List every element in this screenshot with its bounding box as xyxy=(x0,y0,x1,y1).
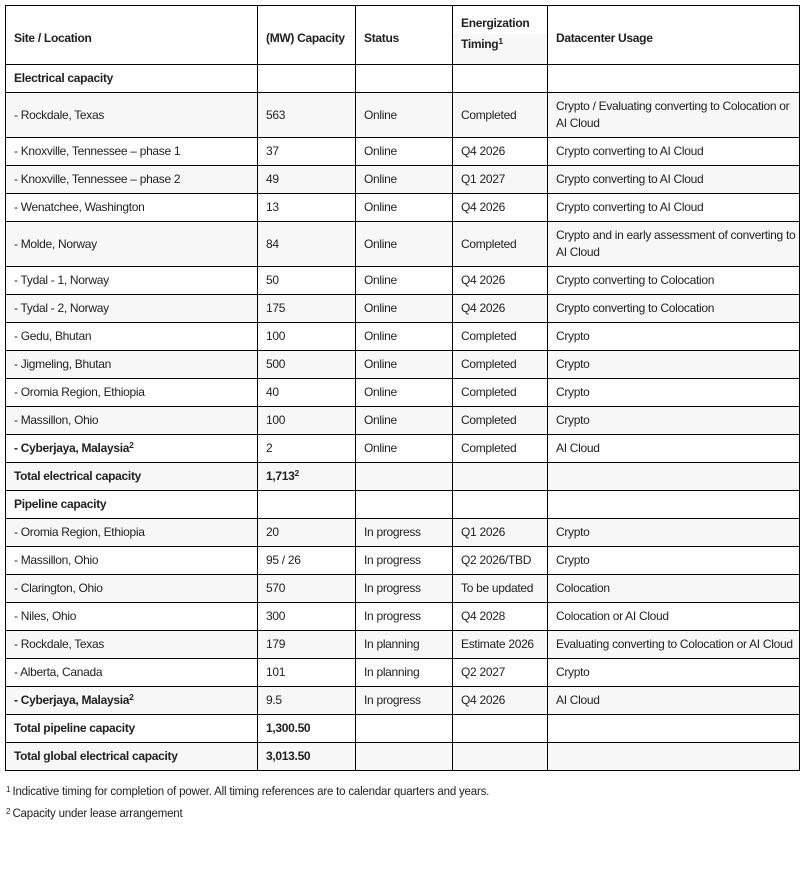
site-cell: - Jigmeling, Bhutan xyxy=(6,351,258,379)
status-cell xyxy=(356,491,453,519)
site-cell: - Cyberjaya, Malaysia$^2$ xyxy=(6,687,258,715)
capacity-cell: 84 xyxy=(258,222,356,267)
status-cell: Online xyxy=(356,166,453,194)
footnote-2 xyxy=(6,803,799,825)
site-cell: - Rockdale, Texas xyxy=(6,93,258,138)
site-cell: - Tydal - 2, Norway xyxy=(6,295,258,323)
status-cell: Online xyxy=(356,222,453,267)
capacity-cell: 13 xyxy=(258,194,356,222)
site-row xyxy=(6,603,800,631)
usage-cell: Crypto xyxy=(548,351,800,379)
status-cell xyxy=(356,715,453,743)
total-row xyxy=(6,743,800,771)
timing-cell: Completed xyxy=(453,351,548,379)
capacity-table xyxy=(5,5,800,771)
usage-cell xyxy=(548,491,800,519)
site-row xyxy=(6,519,800,547)
usage-cell: Crypto converting to AI Cloud xyxy=(548,138,800,166)
status-cell: Online xyxy=(356,93,453,138)
site-row xyxy=(6,659,800,687)
usage-cell: Crypto xyxy=(548,547,800,575)
timing-cell: Completed xyxy=(453,323,548,351)
capacity-cell: 95 / 26 xyxy=(258,547,356,575)
site-row xyxy=(6,407,800,435)
timing-cell: Q2 2026/TBD xyxy=(453,547,548,575)
status-cell: In planning xyxy=(356,659,453,687)
site-cell: Total global electrical capacity xyxy=(6,743,258,771)
timing-cell: Completed xyxy=(453,93,548,138)
status-cell: In progress xyxy=(356,687,453,715)
footnote-marker: 2 xyxy=(294,468,300,478)
usage-cell: Crypto xyxy=(548,659,800,687)
usage-cell: Crypto xyxy=(548,323,800,351)
footnote-marker: 2 xyxy=(129,692,134,702)
capacity-cell: 40 xyxy=(258,379,356,407)
status-cell xyxy=(356,65,453,93)
timing-cell: To be updated xyxy=(453,575,548,603)
header-energization: Energization xyxy=(453,6,548,35)
footnote-2-marker: 2 xyxy=(6,807,11,816)
header-status: Status xyxy=(356,6,453,65)
capacity-cell: 300 xyxy=(258,603,356,631)
footnote-1 xyxy=(6,781,799,803)
site-row xyxy=(6,222,800,267)
site-cell: - Molde, Norway xyxy=(6,222,258,267)
site-row xyxy=(6,547,800,575)
section-row xyxy=(6,65,800,93)
site-cell: - Niles, Ohio xyxy=(6,603,258,631)
capacity-cell: 100 xyxy=(258,407,356,435)
status-cell: In planning xyxy=(356,631,453,659)
usage-cell xyxy=(548,65,800,93)
timing-cell xyxy=(453,65,548,93)
site-cell: - Massillon, Ohio xyxy=(6,407,258,435)
usage-cell: Crypto converting to AI Cloud xyxy=(548,166,800,194)
header-row-1 xyxy=(6,6,800,35)
status-cell: Online xyxy=(356,323,453,351)
header-timing-footnote-marker: 1 xyxy=(498,36,504,46)
site-row xyxy=(6,267,800,295)
timing-cell: Q1 2027 xyxy=(453,166,548,194)
site-row xyxy=(6,631,800,659)
site-row xyxy=(6,138,800,166)
usage-cell: Crypto xyxy=(548,407,800,435)
site-row xyxy=(6,351,800,379)
timing-cell xyxy=(453,743,548,771)
capacity-cell: 563 xyxy=(258,93,356,138)
status-cell: Online xyxy=(356,351,453,379)
site-cell: - Alberta, Canada xyxy=(6,659,258,687)
capacity-cell: 500 xyxy=(258,351,356,379)
site-row xyxy=(6,93,800,138)
site-row xyxy=(6,323,800,351)
timing-cell: Q4 2028 xyxy=(453,603,548,631)
total-row xyxy=(6,463,800,491)
status-cell: In progress xyxy=(356,519,453,547)
usage-cell: Crypto converting to Colocation xyxy=(548,295,800,323)
site-row xyxy=(6,295,800,323)
timing-cell: Estimate 2026 xyxy=(453,631,548,659)
usage-cell: Colocation xyxy=(548,575,800,603)
site-cell: Electrical capacity xyxy=(6,65,258,93)
timing-cell: Q2 2027 xyxy=(453,659,548,687)
usage-cell: Evaluating converting to Colocation or AI Cloud xyxy=(548,631,800,659)
usage-cell xyxy=(548,463,800,491)
status-cell: In progress xyxy=(356,575,453,603)
capacity-cell: 100 xyxy=(258,323,356,351)
capacity-cell: 179 xyxy=(258,631,356,659)
timing-cell: Completed xyxy=(453,222,548,267)
site-row xyxy=(6,575,800,603)
usage-cell: AI Cloud xyxy=(548,687,800,715)
site-cell: - Rockdale, Texas xyxy=(6,631,258,659)
timing-cell: Q4 2026 xyxy=(453,138,548,166)
capacity-cell: 20 xyxy=(258,519,356,547)
timing-cell: Completed xyxy=(453,435,548,463)
timing-cell: Completed xyxy=(453,379,548,407)
section-row xyxy=(6,491,800,519)
site-cell: - Wenatchee, Washington xyxy=(6,194,258,222)
footnote-marker: 2 xyxy=(129,440,134,450)
usage-cell: Crypto and in early assessment of converting to AI Cloud xyxy=(548,222,800,267)
capacity-cell: 2 xyxy=(258,435,356,463)
header-site-location: Site / Location xyxy=(6,6,258,65)
capacity-cell: 570 xyxy=(258,575,356,603)
site-row xyxy=(6,687,800,715)
site-cell: - Knoxville, Tennessee – phase 2 xyxy=(6,166,258,194)
header-timing-label: Timing xyxy=(461,37,499,51)
timing-cell: Q4 2026 xyxy=(453,295,548,323)
site-row xyxy=(6,435,800,463)
capacity-cell: 101 xyxy=(258,659,356,687)
footnote-1-text: Indicative timing for completion of power. All timing references are to calendar quarters and years. xyxy=(12,786,490,798)
capacity-cell xyxy=(258,65,356,93)
usage-cell: Crypto converting to Colocation xyxy=(548,267,800,295)
footnote-2-text: Capacity under lease arrangement xyxy=(12,808,183,820)
usage-cell: Crypto xyxy=(548,379,800,407)
usage-cell xyxy=(548,743,800,771)
site-row xyxy=(6,379,800,407)
capacity-cell xyxy=(258,491,356,519)
timing-cell: Q1 2026 xyxy=(453,519,548,547)
status-cell xyxy=(356,463,453,491)
total-row xyxy=(6,715,800,743)
timing-cell xyxy=(453,715,548,743)
capacity-cell: 175 xyxy=(258,295,356,323)
timing-cell: Completed xyxy=(453,407,548,435)
site-cell: - Tydal - 1, Norway xyxy=(6,267,258,295)
status-cell: Online xyxy=(356,295,453,323)
timing-cell xyxy=(453,491,548,519)
status-cell xyxy=(356,743,453,771)
status-cell: In progress xyxy=(356,547,453,575)
site-cell: - Clarington, Ohio xyxy=(6,575,258,603)
status-cell: Online xyxy=(356,138,453,166)
status-cell: Online xyxy=(356,435,453,463)
capacity-cell: 9.5 xyxy=(258,687,356,715)
site-cell: Pipeline capacity xyxy=(6,491,258,519)
timing-cell xyxy=(453,463,548,491)
usage-cell xyxy=(548,715,800,743)
site-cell: - Cyberjaya, Malaysia$^2$ xyxy=(6,435,258,463)
usage-cell: Crypto / Evaluating converting to Colocation or AI Cloud xyxy=(548,93,800,138)
header-mw-capacity: (MW) Capacity xyxy=(258,6,356,65)
usage-cell: Crypto xyxy=(548,519,800,547)
capacity-cell: 50 xyxy=(258,267,356,295)
capacity-cell: 3,013.50 xyxy=(258,743,356,771)
site-cell: - Gedu, Bhutan xyxy=(6,323,258,351)
usage-cell: Colocation or AI Cloud xyxy=(548,603,800,631)
table-body xyxy=(6,65,800,771)
status-cell: Online xyxy=(356,379,453,407)
status-cell: Online xyxy=(356,194,453,222)
site-cell: Total electrical capacity xyxy=(6,463,258,491)
capacity-cell: 1,300.50 xyxy=(258,715,356,743)
table-header xyxy=(6,6,800,65)
site-cell: - Oromia Region, Ethiopia xyxy=(6,519,258,547)
timing-cell: Q4 2026 xyxy=(453,267,548,295)
usage-cell: Crypto converting to AI Cloud xyxy=(548,194,800,222)
site-row xyxy=(6,166,800,194)
capacity-cell: 37 xyxy=(258,138,356,166)
footnote-1-marker: 1 xyxy=(6,785,11,794)
status-cell: Online xyxy=(356,267,453,295)
site-cell: - Oromia Region, Ethiopia xyxy=(6,379,258,407)
usage-cell: AI Cloud xyxy=(548,435,800,463)
site-cell: - Knoxville, Tennessee – phase 1 xyxy=(6,138,258,166)
capacity-cell: 49 xyxy=(258,166,356,194)
site-cell: Total pipeline capacity xyxy=(6,715,258,743)
footnotes xyxy=(5,771,799,825)
status-cell: Online xyxy=(356,407,453,435)
status-cell: In progress xyxy=(356,603,453,631)
timing-cell: Q4 2026 xyxy=(453,194,548,222)
site-row xyxy=(6,194,800,222)
timing-cell: Q4 2026 xyxy=(453,687,548,715)
header-timing xyxy=(453,34,548,65)
site-cell: - Massillon, Ohio xyxy=(6,547,258,575)
header-datacenter-usage: Datacenter Usage xyxy=(548,6,800,65)
capacity-cell: 1,713$^2$ xyxy=(258,463,356,491)
